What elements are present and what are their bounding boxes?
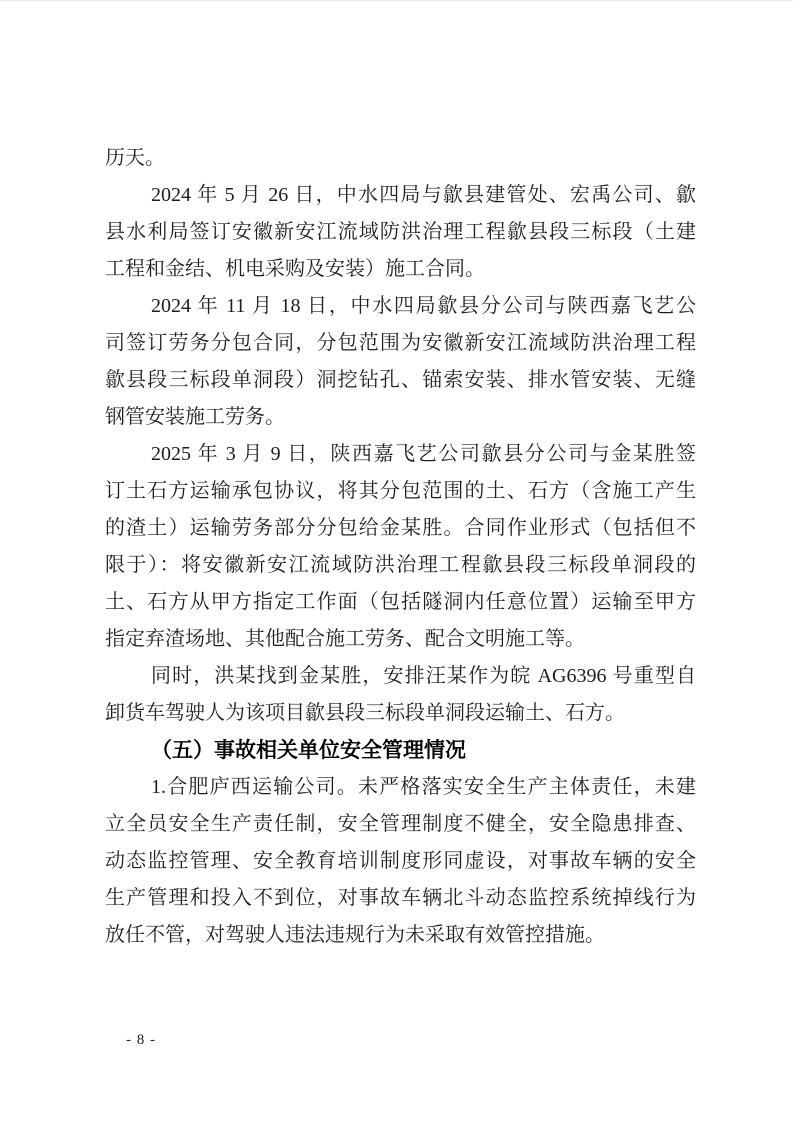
text-line: 卸货车驾驶人为该项目歙县段三标段单洞段运输土、石方。 <box>105 702 625 724</box>
paragraph <box>105 436 696 658</box>
section-heading <box>105 732 696 769</box>
text-line: 土、石方从甲方指定工作面（包括隧洞内任意位置）运输至甲方 <box>105 591 696 613</box>
paragraph <box>105 288 696 436</box>
text-line: 县水利局签订安徽新安江流域防洪治理工程歙县段三标段（土建 <box>105 221 696 243</box>
page-top-border <box>0 0 793 1</box>
text-line: 生产管理和投入不到位，对事故车辆北斗动态监控系统掉线行为 <box>105 887 696 909</box>
page-footer <box>126 1032 156 1049</box>
text-line: 指定弃渣场地、其他配合施工劳务、配合文明施工等。 <box>105 628 585 650</box>
paragraph <box>105 140 696 177</box>
text-line: 司签订劳务分包合同，分包范围为安徽新安江流域防洪治理工程 <box>105 332 696 354</box>
text-line: 立全员安全生产责任制，安全管理制度不健全，安全隐患排查、 <box>105 813 696 835</box>
text-line: 的渣土）运输劳务部分分包给金某胜。合同作业形式（包括但不 <box>105 517 696 539</box>
text-line: 动态监控管理、安全教育培训制度形同虚设，对事故车辆的安全 <box>105 850 696 872</box>
text-line: 同时，洪某找到金某胜，安排汪某作为皖 AG6396 号重型自 <box>151 665 696 687</box>
paragraph <box>105 177 696 288</box>
text-line: 1.合肥庐西运输公司。未严格落实安全生产主体责任，未建 <box>151 776 696 798</box>
heading-line: （五）事故相关单位安全管理情况 <box>151 738 466 762</box>
page-number: - 8 - <box>126 1032 156 1048</box>
paragraph <box>105 769 696 954</box>
document-content <box>105 140 696 954</box>
text-line: 订土石方运输承包协议，将其分包范围的土、石方（含施工产生 <box>105 480 696 502</box>
text-line: 2024 年 11 月 18 日，中水四局歙县分公司与陕西嘉飞艺公 <box>151 295 696 317</box>
paragraph <box>105 658 696 732</box>
text-line: 钢管安装施工劳务。 <box>105 406 285 428</box>
text-line: 历天。 <box>105 147 165 169</box>
text-line: 歙县段三标段单洞段）洞挖钻孔、锚索安装、排水管安装、无缝 <box>105 369 696 391</box>
text-line: 2025 年 3 月 9 日，陕西嘉飞艺公司歙县分公司与金某胜签 <box>151 443 696 465</box>
text-line: 工程和金结、机电采购及安装）施工合同。 <box>105 258 485 280</box>
text-line: 限于）：将安徽新安江流域防洪治理工程歙县段三标段单洞段的 <box>105 554 696 576</box>
text-line: 放任不管，对驾驶人违法违规行为未采取有效管控措施。 <box>105 924 605 946</box>
text-line: 2024 年 5 月 26 日，中水四局与歙县建管处、宏禹公司、歙 <box>151 184 696 206</box>
